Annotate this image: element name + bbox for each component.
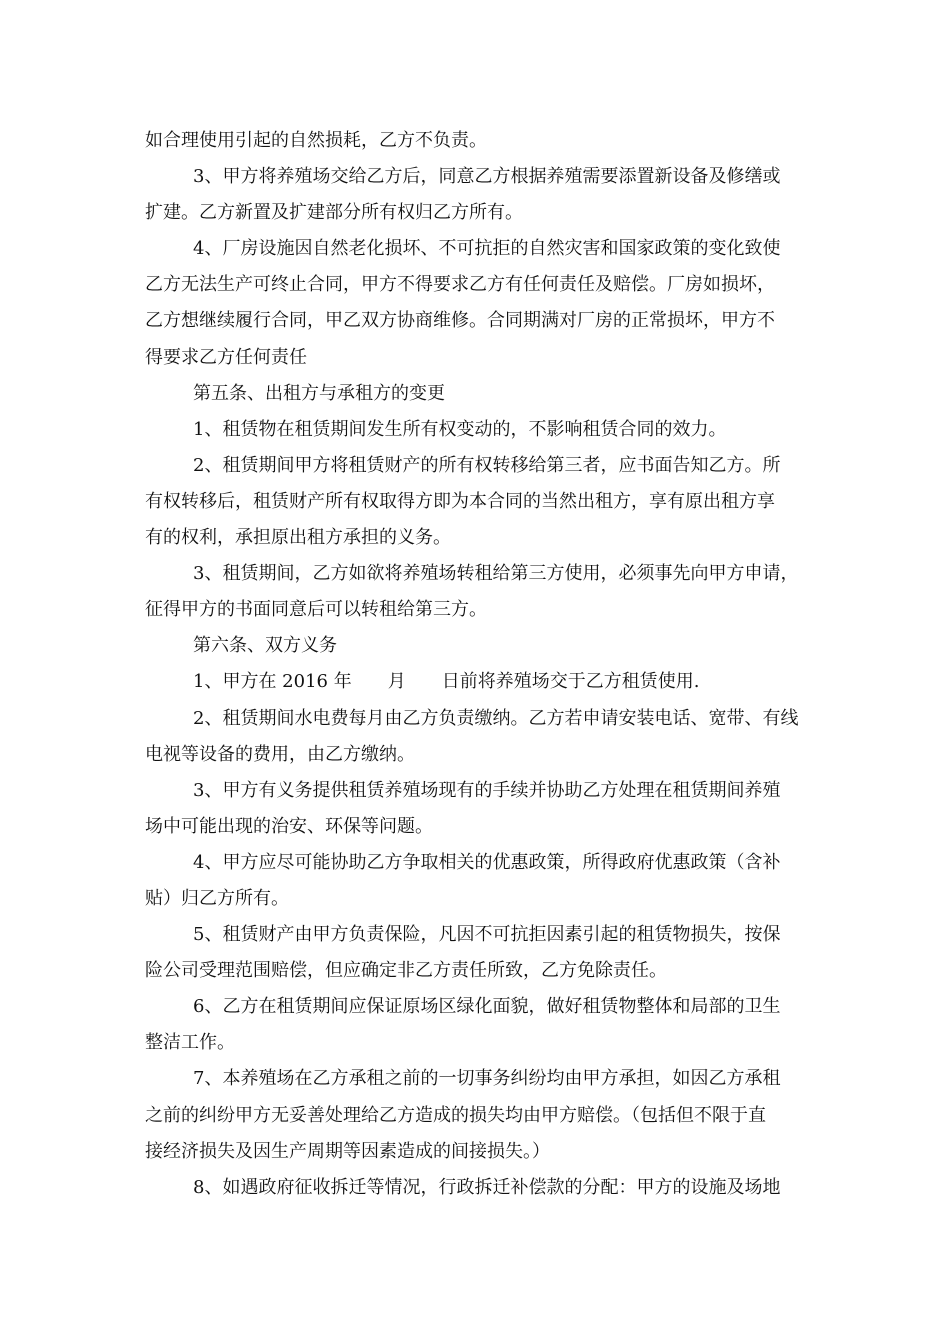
text-line: 有的权利，承担原出租方承担的义务。: [145, 527, 451, 549]
text-line: 3、甲方有义务提供租赁养殖场现有的手续并协助乙方处理在租赁期间养殖: [193, 779, 781, 801]
text-line: 7、本养殖场在乙方承租之前的一切事务纠纷均由甲方承担，如因乙方承租: [193, 1068, 781, 1090]
text-line: 之前的纠纷甲方无妥善处理给乙方造成的损失均由甲方赔偿。（包括但不限于直: [145, 1104, 766, 1126]
text-line: 乙方想继续履行合同，甲乙双方协商维修。合同期满对厂房的正常损坏，甲方不: [145, 310, 775, 332]
text-line: 得要求乙方任何责任: [145, 346, 307, 368]
text-line: 电视等设备的费用，由乙方缴纳。: [145, 743, 415, 765]
text-line: 整洁工作。: [145, 1032, 235, 1054]
text-line: 扩建。乙方新置及扩建部分所有权归乙方所有。: [145, 202, 523, 224]
text-line: 4、甲方应尽可能协助乙方争取相关的优惠政策，所得政府优惠政策（含补: [193, 851, 781, 873]
text-line: 1、租赁物在租赁期间发生所有权变动的，不影响租赁合同的效力。: [193, 418, 727, 440]
text-line: 8、如遇政府征收拆迁等情况，行政拆迁补偿款的分配：甲方的设施及场地: [193, 1176, 781, 1198]
text-line: 3、甲方将养殖场交给乙方后，同意乙方根据养殖需要添置新设备及修缮或: [193, 166, 781, 188]
document-body: [145, 123, 810, 1206]
text-line: 接经济损失及因生产周期等因素造成的间接损失。）: [145, 1140, 550, 1162]
text-line: 3、租赁期间，乙方如欲将养殖场转租给第三方使用，必须事先向甲方申请，: [193, 563, 799, 585]
text-line: 有权转移后，租赁财产所有权取得方即为本合同的当然出租方，享有原出租方享: [145, 490, 775, 512]
section-heading: 第五条、出租方与承租方的变更: [193, 382, 445, 404]
text-line: 征得甲方的书面同意后可以转租给第三方。: [145, 599, 487, 621]
text-line: 5、租赁财产由甲方负责保险，凡因不可抗拒因素引起的租赁物损失，按保: [193, 924, 781, 946]
section-heading: 第六条、双方义务: [193, 635, 337, 657]
text-line: 如合理使用引起的自然损耗，乙方不负责。: [145, 130, 487, 151]
text-line: 1、甲方在 2016 年 月 日前将养殖场交于乙方租赁使用.: [193, 671, 700, 693]
text-line: 贴）归乙方所有。: [145, 887, 289, 909]
text-line: 场中可能出现的治安、环保等问题。: [145, 815, 433, 837]
text-line: 乙方无法生产可终止合同，甲方不得要求乙方有任何责任及赔偿。厂房如损坏，: [145, 274, 775, 296]
text-line: 4、厂房设施因自然老化损坏、不可抗拒的自然灾害和国家政策的变化致使: [193, 238, 781, 260]
text-line: 险公司受理范围赔偿，但应确定非乙方责任所致，乙方免除责任。: [145, 960, 667, 982]
text-line: 6、乙方在租赁期间应保证原场区绿化面貌，做好租赁物整体和局部的卫生: [193, 996, 781, 1018]
text-line: 2、租赁期间水电费每月由乙方负责缴纳。乙方若申请安装电话、宽带、有线: [193, 707, 799, 729]
text-line: 2、租赁期间甲方将租赁财产的所有权转移给第三者，应书面告知乙方。所: [193, 454, 781, 476]
